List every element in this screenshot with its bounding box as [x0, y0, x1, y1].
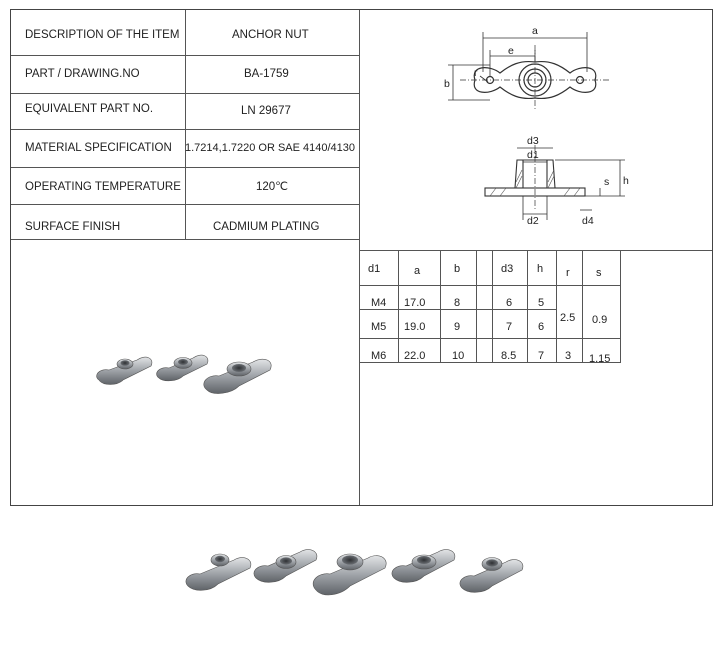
- product-photo-small: [89, 338, 279, 408]
- tbl-cell: 6: [506, 297, 513, 309]
- product-photo-large: [180, 538, 550, 608]
- spec-row-line: [11, 204, 359, 205]
- spec-row-line: [11, 93, 359, 94]
- tbl-col-line: [620, 251, 621, 363]
- spec-value: CADMIUM PLATING: [213, 221, 320, 233]
- spec-label: DESCRIPTION OF THE ITEM: [25, 29, 180, 41]
- spec-row-line: [11, 167, 359, 168]
- tbl-col-line: [440, 251, 441, 363]
- anchor-nut-photo: [460, 558, 523, 593]
- tbl-header: h: [537, 263, 544, 275]
- dim-s-label: s: [604, 176, 610, 188]
- tbl-cell: 1.15: [589, 353, 611, 365]
- tbl-row-line: [360, 362, 621, 363]
- spec-row-line: [11, 55, 359, 56]
- technical-drawing: [360, 10, 712, 250]
- tbl-cell: M6: [371, 350, 387, 362]
- tbl-col-line: [556, 251, 557, 363]
- tbl-col-line: [398, 251, 399, 363]
- tbl-cell: 10: [452, 350, 465, 362]
- dim-a-label: a: [532, 25, 538, 37]
- spec-value: LN 29677: [241, 105, 291, 117]
- tbl-cell: 3: [565, 350, 572, 362]
- spec-value: BA-1759: [244, 68, 289, 80]
- dim-d1-label: d1: [527, 149, 539, 161]
- dim-d3-label: d3: [527, 135, 539, 147]
- tbl-cell: 7: [538, 350, 545, 362]
- spec-label: OPERATING TEMPERATURE: [25, 181, 181, 193]
- tbl-col-line: [476, 251, 477, 363]
- tbl-cell: 8: [454, 297, 461, 309]
- anchor-nut-photo: [313, 554, 386, 595]
- spec-label: EQUIVALENT PART NO.: [25, 103, 154, 115]
- tbl-col-line: [527, 251, 528, 363]
- dim-h-label: h: [623, 175, 629, 187]
- tbl-row-line: [360, 309, 556, 310]
- spec-value: 120℃: [256, 181, 289, 193]
- tbl-cell: 9: [454, 321, 461, 333]
- anchor-nut-photo: [392, 550, 455, 583]
- spec-value: 1.7214,1.7220 OR SAE 4140/4130: [185, 142, 356, 154]
- tbl-header: d3: [501, 263, 514, 275]
- dim-b-label: b: [444, 78, 450, 90]
- spec-label: MATERIAL SPECIFICATION: [25, 142, 172, 154]
- anchor-nut-photo: [254, 550, 317, 583]
- tbl-header: s: [596, 267, 602, 279]
- spec-row-line: [11, 129, 359, 130]
- tbl-col-line: [492, 251, 493, 363]
- anchor-nut-photo: [97, 357, 152, 384]
- anchor-nut-photo: [186, 554, 251, 590]
- spec-label: PART / DRAWING.NO: [25, 68, 140, 80]
- spec-sheet: [10, 9, 713, 506]
- spec-value: ANCHOR NUT: [232, 29, 309, 41]
- tbl-cell: 22.0: [404, 350, 426, 362]
- tbl-cell-r-merged: 2.5: [560, 312, 576, 324]
- dim-d4-label: d4: [582, 215, 594, 227]
- anchor-nut-photo: [157, 355, 208, 381]
- tbl-cell: 19.0: [404, 321, 426, 333]
- tbl-header: r: [566, 267, 570, 279]
- tbl-col-line: [582, 251, 583, 363]
- tbl-cell: 5: [538, 297, 545, 309]
- tbl-cell: 7: [506, 321, 513, 333]
- tbl-cell: M4: [371, 297, 387, 309]
- spec-label: SURFACE FINISH: [25, 221, 121, 233]
- tbl-cell-s-merged: 0.9: [592, 314, 608, 326]
- tbl-header: a: [414, 265, 421, 277]
- tbl-cell: M5: [371, 321, 387, 333]
- dim-e-label: e: [508, 45, 514, 57]
- dim-d2-label: d2: [527, 215, 539, 227]
- tbl-header: b: [454, 263, 461, 275]
- tbl-cell: 17.0: [404, 297, 426, 309]
- tbl-row-line: [360, 338, 621, 339]
- dimension-table: [360, 251, 620, 363]
- tbl-row-line: [360, 285, 621, 286]
- dim-r-label: r: [474, 67, 478, 79]
- tbl-cell: 6: [538, 321, 545, 333]
- spec-row-line: [11, 239, 359, 240]
- anchor-nut-photo: [204, 359, 271, 393]
- tbl-header: d1: [368, 263, 381, 275]
- tbl-cell: 8.5: [501, 350, 517, 362]
